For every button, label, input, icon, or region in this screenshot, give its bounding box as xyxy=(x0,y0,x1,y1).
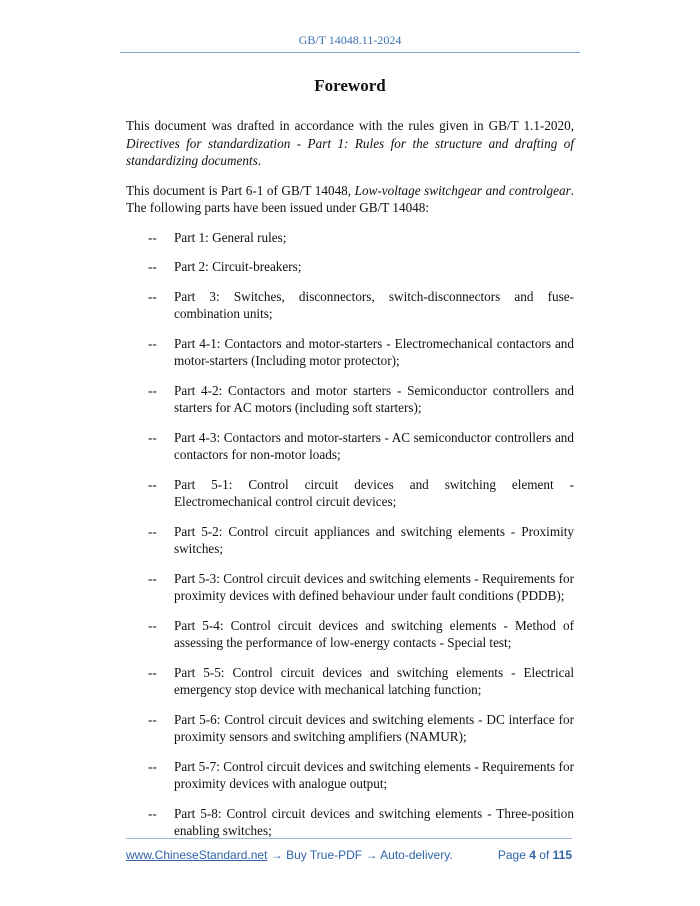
list-item-text: Part 5-8: Control circuit devices and switching elements - Three-position enabling switches; xyxy=(174,805,574,838)
list-item xyxy=(126,258,574,276)
footer-links xyxy=(126,848,453,862)
list-dash: -- xyxy=(148,229,157,245)
page-number: 4 xyxy=(529,848,536,862)
list-item-text: Part 2: Circuit-breakers; xyxy=(174,259,302,274)
page-title: Foreword xyxy=(314,76,386,95)
header-rule xyxy=(120,52,580,53)
page-indicator xyxy=(498,848,572,862)
list-item xyxy=(126,523,574,558)
list-item-text: Part 5-5: Control circuit devices and switching elements - Electrical emergency stop device with mechanical latching function; xyxy=(174,664,574,697)
list-item xyxy=(126,429,574,464)
list-item-text: Part 5-1: Control circuit devices and switching element - Electromechanical control circuit devices; xyxy=(174,476,574,509)
intro-1-end: . xyxy=(257,153,262,168)
intro-2-end: . The following parts have been issued under GB/T 14048: xyxy=(126,182,574,215)
list-dash: -- xyxy=(148,476,157,492)
list-dash: -- xyxy=(148,570,157,586)
list-item xyxy=(126,805,574,840)
intro-2-text: This document is Part 6-1 of GB/T 14048, xyxy=(126,182,355,198)
intro-1-title: Directives for standardization - Part 1: Rules for the structure and drafting of standardizing documents xyxy=(126,135,574,168)
list-item-text: Part 4-1: Contactors and motor-starters - Electromechanical contactors and motor-starters (Including motor protector); xyxy=(174,335,574,368)
list-dash: -- xyxy=(148,617,157,633)
document-body xyxy=(126,117,574,852)
intro-2-title: Low-voltage switchgear and controlgear xyxy=(354,182,571,198)
list-item xyxy=(126,382,574,417)
list-item-text: Part 5-6: Control circuit devices and switching elements - DC interface for proximity sensors and switching amplifiers (NAMUR); xyxy=(174,711,574,744)
parts-list xyxy=(126,229,574,840)
list-dash: -- xyxy=(148,711,157,727)
list-dash: -- xyxy=(148,805,157,821)
arrow-icon: → xyxy=(270,848,283,862)
intro-paragraph-1 xyxy=(126,117,574,170)
list-item xyxy=(126,617,574,652)
list-item xyxy=(126,664,574,699)
buy-pdf-text: Buy True-PDF xyxy=(286,848,363,862)
list-dash: -- xyxy=(148,259,157,274)
list-item xyxy=(126,758,574,793)
list-item xyxy=(126,229,574,247)
list-item xyxy=(126,711,574,746)
list-dash: -- xyxy=(148,758,157,774)
footer-rule xyxy=(126,838,572,839)
list-dash: -- xyxy=(148,664,157,680)
header-doc-id: GB/T 14048.11-2024 xyxy=(298,33,402,47)
auto-delivery-text: Auto-delivery. xyxy=(380,848,453,862)
page-total: 115 xyxy=(552,848,572,862)
list-item-text: Part 5-4: Control circuit devices and switching elements - Method of assessing the performance of low-energy contacts - Special test; xyxy=(174,617,574,650)
list-item-text: Part 4-3: Contactors and motor-starters - AC semiconductor controllers and contactors for non-motor loads; xyxy=(174,429,574,462)
intro-1-text: This document was drafted in accordance with the rules given in GB/T 1.1-2020, xyxy=(126,118,574,133)
of-label: of xyxy=(539,848,550,862)
list-item xyxy=(126,288,574,323)
list-item xyxy=(126,570,574,605)
list-item xyxy=(126,476,574,511)
page-label: Page xyxy=(497,848,526,862)
list-item-text: Part 1: General rules; xyxy=(174,229,287,245)
list-dash: -- xyxy=(148,523,157,539)
list-dash: -- xyxy=(148,288,157,304)
list-item-text: Part 3: Switches, disconnectors, switch-disconnectors and fuse-combination units; xyxy=(174,288,574,321)
list-item-text: Part 5-3: Control circuit devices and switching elements - Requirements for proximity devices with defined behaviour under fault conditions (PDDB); xyxy=(174,570,574,603)
list-item-text: Part 5-2: Control circuit appliances and switching elements - Proximity switches; xyxy=(174,523,574,556)
arrow-icon: → xyxy=(365,848,378,862)
site-link[interactable]: www.ChineseStandard.net xyxy=(126,848,268,862)
list-item xyxy=(126,335,574,370)
intro-paragraph-2 xyxy=(126,182,574,217)
list-dash: -- xyxy=(148,382,157,398)
list-item-text: Part 4-2: Contactors and motor starters - Semiconductor controllers and starters for AC motors (including soft starters); xyxy=(174,382,574,415)
list-dash: -- xyxy=(148,335,157,351)
list-dash: -- xyxy=(148,429,157,445)
list-item-text: Part 5-7: Control circuit devices and switching elements - Requirements for proximity devices with analogue output; xyxy=(174,758,574,791)
